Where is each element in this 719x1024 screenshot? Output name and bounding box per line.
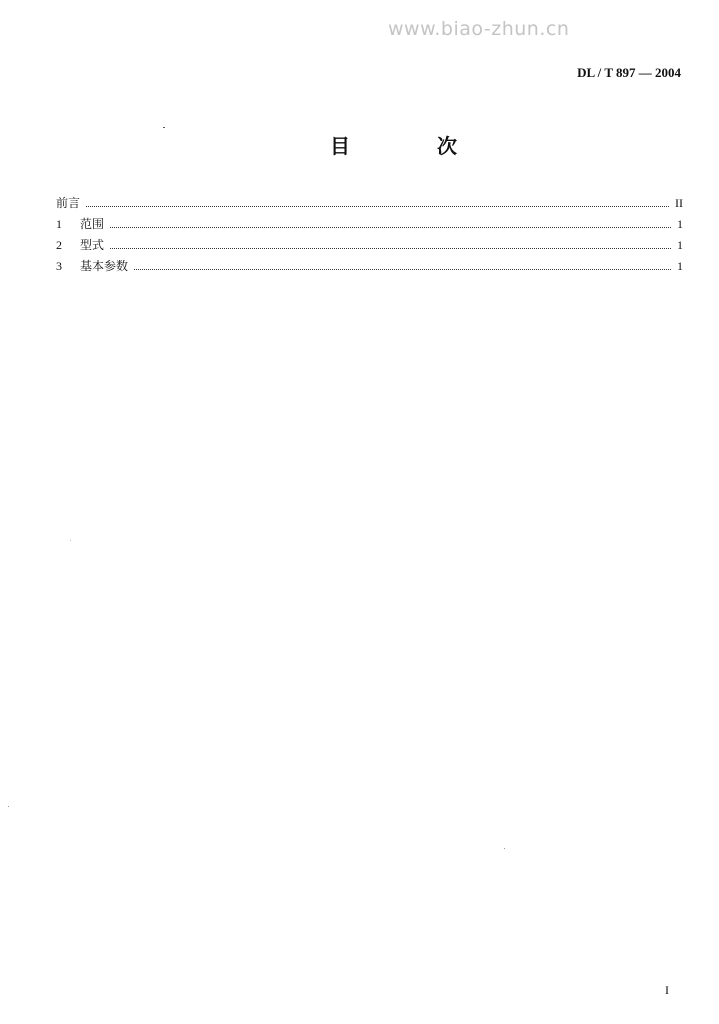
toc-entry-label: 范围 <box>80 217 105 231</box>
toc-entry-types[interactable] <box>56 237 683 258</box>
toc-entry-page: 1 <box>677 259 683 273</box>
toc-entry-page: II <box>675 196 683 210</box>
toc-entry-basic-parameters[interactable] <box>56 258 683 279</box>
toc-leader-dots <box>86 206 669 207</box>
toc-entry-page: 1 <box>677 238 683 252</box>
page-number: I <box>665 983 669 997</box>
toc-entry-label: 前言 <box>56 196 81 210</box>
toc-entry-foreword[interactable] <box>56 195 683 216</box>
toc-entry-label: 基本参数 <box>80 259 129 273</box>
watermark: www.biao-zhun.cn <box>388 18 570 40</box>
toc-entry-number: 3 <box>56 259 62 273</box>
toc-entry-number: 1 <box>56 217 62 231</box>
table-of-contents <box>56 195 683 279</box>
toc-leader-dots <box>134 269 671 270</box>
toc-leader-dots <box>110 248 671 249</box>
page-title: 目 次 <box>330 134 497 158</box>
scan-speck <box>70 540 71 541</box>
toc-entry-number: 2 <box>56 238 62 252</box>
toc-entry-page: 1 <box>677 217 683 231</box>
scan-speck <box>504 848 505 849</box>
document-code: DL / T 897 — 2004 <box>577 65 681 80</box>
scan-speck <box>8 806 9 807</box>
toc-entry-scope[interactable] <box>56 216 683 237</box>
toc-leader-dots <box>110 227 671 228</box>
scan-speck <box>163 127 165 128</box>
toc-entry-label: 型式 <box>80 238 105 252</box>
